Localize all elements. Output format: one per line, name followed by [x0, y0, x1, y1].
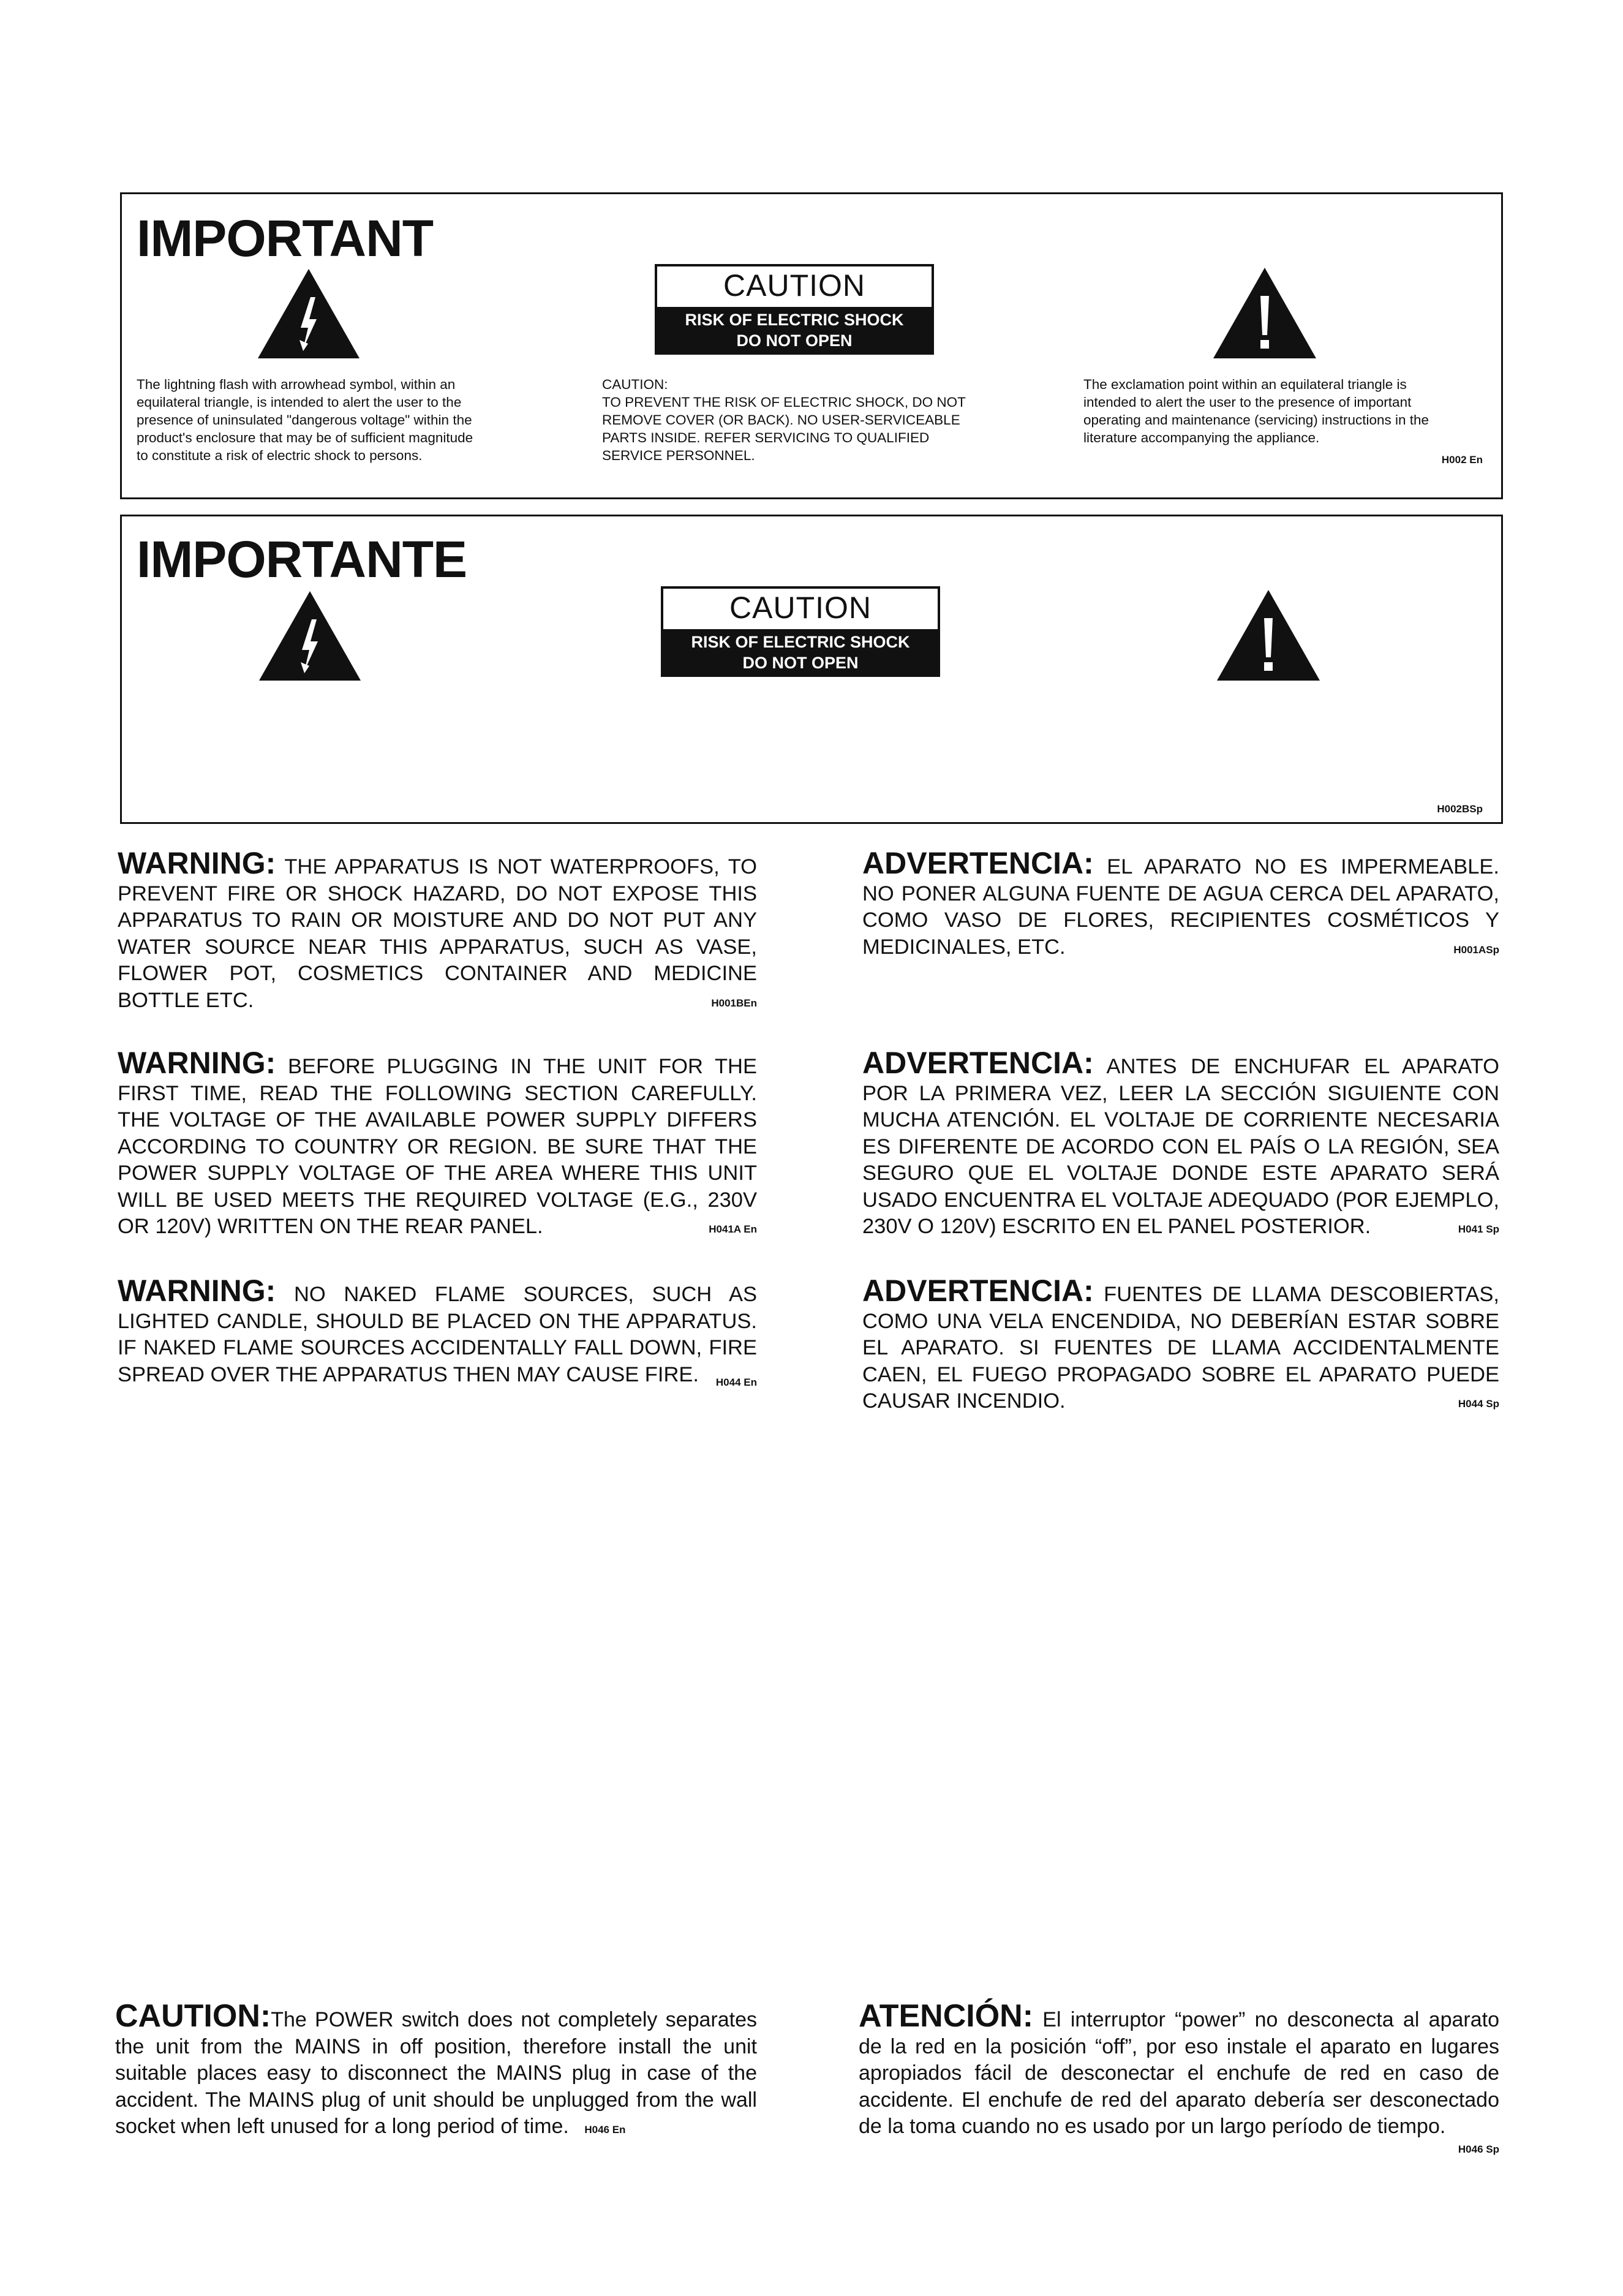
lightning-line: product's enclosure that may be of sufficient magnitude	[137, 430, 473, 445]
lightning-line: presence of uninsulated "dangerous voltage" within the	[137, 412, 472, 428]
caution-label-head: CAUTION	[729, 591, 872, 625]
caution-en	[115, 1998, 757, 2143]
exclamation-triangle-icon	[1216, 589, 1321, 682]
exclamation-triangle-icon	[1212, 266, 1317, 360]
warning-text: ANTES DE ENCHUFAR EL APARATO POR LA PRIMERA VEZ, LEER LA SECCIÓN SIGUIENTE CON MUCHA ATENCIÓN. EL VOLTAJE DE CORRIENTE NECESARIA ES DIFERENTE DE ACORDO CON EL PAÍS O LA REGIÓN, SEA SEGURO QUE EL VOLTAJE DONDE ESTE APARATO SERÁ USADO ENCUENTRA EL VOLTAJE ADEQUADO (POR EJEMPLO, 230V O 120V) ESCRITO EN EL PANEL POSTERIOR.	[862, 1055, 1499, 1238]
doc-code: H046 Sp	[1458, 2143, 1499, 2155]
caution-line: CAUTION:	[602, 377, 668, 392]
caution-line: PARTS INSIDE. REFER SERVICING TO QUALIFIED	[602, 430, 930, 445]
caution-text: El interruptor “power” no desconecta al aparato de la red en la posición “off”, por eso instale el aparato en lugares apropiados fácil de desconectar el enchufe de red en caso de accidente. El enchufe de red del aparato debería ser desconectado de la toma cuando no es usado por un largo período de tiempo.	[859, 2008, 1499, 2138]
warning-lead: WARNING:	[118, 1046, 276, 1080]
warning-sp-3	[862, 1274, 1499, 1418]
exclamation-description	[1083, 376, 1484, 447]
important-box-sp	[120, 515, 1503, 824]
warning-lead: ADVERTENCIA:	[862, 1274, 1094, 1308]
doc-code: H001BEn	[711, 997, 757, 1009]
warning-lead: ADVERTENCIA:	[862, 1046, 1094, 1080]
important-title: IMPORTANT	[137, 210, 434, 267]
doc-code: H046 En	[584, 2124, 626, 2136]
doc-code: H044 Sp	[1458, 1398, 1499, 1410]
caution-label-sp	[661, 586, 940, 677]
caution-description	[602, 376, 1012, 464]
doc-code: H041A En	[709, 1223, 757, 1235]
warning-text: THE APPARATUS IS NOT WATERPROOFS, TO PREVENT FIRE OR SHOCK HAZARD, DO NOT EXPOSE THIS APPARATUS TO RAIN OR MOISTURE AND DO NOT PUT ANY WATER SOURCE NEAR THIS APPARATUS, SUCH AS VASE, FLOWER POT, COSMETICS CONTAINER AND MEDICINE BOTTLE ETC.	[118, 855, 757, 1012]
caution-line: REMOVE COVER (OR BACK). NO USER-SERVICEABLE	[602, 412, 960, 428]
caution-label-line1: RISK OF ELECTRIC SHOCK	[691, 633, 910, 651]
caution-label-band	[657, 307, 932, 352]
warning-lead: WARNING:	[118, 1274, 276, 1308]
warning-en-1	[118, 846, 757, 1016]
warning-sp-1	[862, 846, 1499, 963]
exclamation-line: The exclamation point within an equilateral triangle is	[1083, 377, 1407, 392]
caution-label-line1: RISK OF ELECTRIC SHOCK	[685, 311, 904, 329]
caution-sp	[859, 1998, 1499, 2159]
warning-lead: WARNING:	[118, 846, 276, 880]
doc-code: H002BSp	[1437, 803, 1483, 815]
warning-en-3	[118, 1274, 757, 1395]
caution-label-line2: DO NOT OPEN	[742, 654, 859, 672]
caution-line: TO PREVENT THE RISK OF ELECTRIC SHOCK, DO NOT	[602, 395, 966, 410]
caution-label-head: CAUTION	[723, 268, 865, 303]
warning-lead: ADVERTENCIA:	[862, 846, 1094, 880]
lightning-line: to constitute a risk of electric shock to persons.	[137, 448, 423, 463]
warning-en-2	[118, 1046, 757, 1243]
caution-text: The POWER switch does not completely separates the unit from the MAINS in off position, therefore install the unit suitable places easy to disconnect the MAINS plug in case of the accident. The MAINS plug of unit should be unplugged from the wall socket when left unused for a long period of time.	[115, 2008, 757, 2138]
exclamation-line: operating and maintenance (servicing) instructions in the	[1083, 412, 1429, 428]
caution-label-line2: DO NOT OPEN	[736, 331, 853, 350]
warning-text: NO NAKED FLAME SOURCES, SUCH AS LIGHTED CANDLE, SHOULD BE PLACED ON THE APPARATUS. IF NAKED FLAME SOURCES ACCIDENTALLY FALL DOWN, FIRE SPREAD OVER THE APPARATUS THEN MAY CAUSE FIRE.	[118, 1283, 757, 1386]
warning-text: FUENTES DE LLAMA DESCOBIERTAS, COMO UNA VELA ENCENDIDA, NO DEBERÍAN ESTAR SOBRE EL APARATO. SI FUENTES DE LLAMA ACCIDENTALMENTE CAEN, EL FUEGO PROPAGADO SOBRE EL APARATO PUEDE CAUSAR INCENDIO.	[862, 1283, 1499, 1413]
lightning-triangle-icon	[258, 590, 362, 682]
caution-label-band	[663, 629, 938, 674]
caution-label-en	[655, 264, 934, 355]
importante-title: IMPORTANTE	[137, 531, 467, 588]
exclamation-line: literature accompanying the appliance.	[1083, 430, 1320, 445]
important-box-en	[120, 192, 1503, 499]
doc-code: H002 En	[1441, 454, 1483, 466]
warning-sp-2	[862, 1046, 1499, 1243]
warning-text: BEFORE PLUGGING IN THE UNIT FOR THE FIRST TIME, READ THE FOLLOWING SECTION CAREFULLY. THE VOLTAGE OF THE AVAILABLE POWER SUPPLY DIFFERS ACCORDING TO COUNTRY OR REGION. BE SURE THAT THE POWER SUPPLY VOLTAGE OF THE AREA WHERE THIS UNIT WILL BE USED MEETS THE REQUIRED VOLTAGE (E.G., 230V OR 120V) WRITTEN ON THE REAR PANEL.	[118, 1055, 757, 1238]
doc-code: H044 En	[715, 1376, 757, 1388]
lightning-line: The lightning flash with arrowhead symbol, within an	[137, 377, 456, 392]
lightning-description	[137, 376, 524, 464]
lightning-line: equilateral triangle, is intended to alert the user to the	[137, 395, 462, 410]
lightning-triangle-icon	[257, 268, 361, 360]
caution-lead: ATENCIÓN:	[859, 1998, 1034, 2034]
doc-code: H001ASp	[1453, 943, 1499, 956]
warning-text: EL APARATO NO ES IMPERMEABLE. NO PONER ALGUNA FUENTE DE AGUA CERCA DEL APARATO, COMO VASO DE FLORES, RECIPIENTES COSMÉTICOS Y MEDICINALES, ETC.	[862, 855, 1499, 959]
caution-lead: CAUTION:	[115, 1998, 271, 2034]
caution-line: SERVICE PERSONNEL.	[602, 448, 755, 463]
doc-code: H041 Sp	[1458, 1223, 1499, 1235]
exclamation-line: intended to alert the user to the presence of important	[1083, 395, 1412, 410]
